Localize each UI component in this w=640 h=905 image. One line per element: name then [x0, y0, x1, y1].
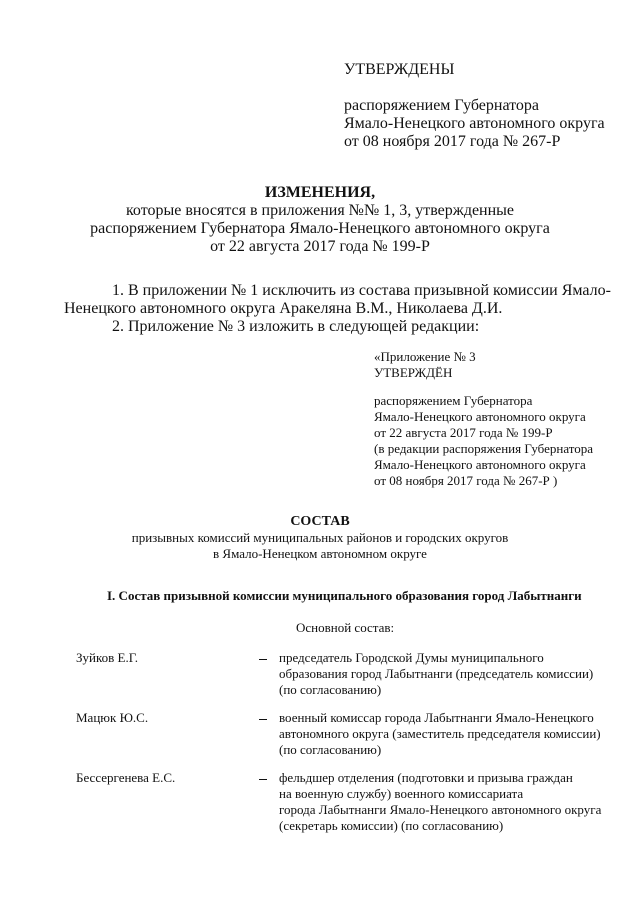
changes-title: ИЗМЕНЕНИЯ,	[264, 184, 376, 201]
member-desc: председатель Городской Думы муниципального	[279, 650, 544, 665]
appendix-line: распоряжением Губернатора	[374, 393, 533, 408]
member-desc: (по согласованию)	[279, 682, 382, 697]
item-1-line-1: 1. В приложении № 1 исключить из состава призывной комиссии Ямало-	[112, 282, 611, 299]
item-2: 2. Приложение № 3 изложить в следующей редакции:	[112, 318, 480, 335]
member-desc: (по согласованию)	[279, 742, 382, 757]
appendix-line: от 22 августа 2017 года № 199-Р	[374, 425, 553, 440]
composition-title: СОСТАВ	[290, 514, 350, 529]
appendix-number: «Приложение № 3	[374, 349, 476, 364]
approval-line: Ямало-Ненецкого автономного округа	[344, 115, 605, 132]
changes-subtitle: от 22 августа 2017 года № 199-Р	[210, 238, 430, 255]
appendix-line: от 08 ноября 2017 года № 267-Р )	[374, 473, 558, 488]
member-desc: фельдшер отделения (подготовки и призыва граждан	[279, 770, 573, 785]
composition-subtitle: призывных комиссий муниципальных районов и городских округов	[131, 530, 509, 545]
approval-line: от 08 ноября 2017 года № 267-Р	[344, 133, 561, 150]
member-desc: (секретарь комиссии) (по согласованию)	[279, 818, 504, 833]
changes-subtitle: которые вносятся в приложения №№ 1, 3, утвержденные	[125, 202, 515, 219]
member-desc: образования город Лабытнанги (председатель комиссии)	[279, 666, 594, 681]
member-desc: на военную службу) военного комиссариата	[279, 786, 524, 801]
dash	[259, 719, 267, 720]
dash	[259, 779, 267, 780]
member-desc: автономного округа (заместитель председателя комиссии)	[279, 726, 601, 741]
member-name: Бессергенева Е.С.	[76, 770, 176, 785]
member-desc: города Лабытнанги Ямало-Ненецкого автономного округа	[279, 802, 602, 817]
dash	[259, 659, 267, 660]
composition-subtitle: в Ямало-Ненецком автономном округе	[213, 546, 427, 561]
main-composition-label: Основной состав:	[296, 620, 395, 635]
appendix-line: Ямало-Ненецкого автономного округа	[374, 457, 586, 472]
item-1-line-2: Ненецкого автономного округа Аракеляна В.М., Николаева Д.И.	[64, 300, 503, 317]
member-name: Зуйков Е.Г.	[76, 650, 139, 665]
section-1-heading: I. Состав призывной комиссии муниципального образования город Лабытнанги	[107, 588, 582, 603]
appendix-approved: УТВЕРЖДЁН	[374, 365, 453, 380]
approval-line: распоряжением Губернатора	[344, 97, 540, 114]
approval-heading: УТВЕРЖДЕНЫ	[344, 61, 455, 78]
member-name: Мацюк Ю.С.	[76, 710, 149, 725]
appendix-line: (в редакции распоряжения Губернатора	[374, 441, 594, 456]
appendix-line: Ямало-Ненецкого автономного округа	[374, 409, 586, 424]
member-desc: военный комиссар города Лабытнанги Ямало-Ненецкого	[279, 710, 594, 725]
changes-subtitle: распоряжением Губернатора Ямало-Ненецкого автономного округа	[90, 220, 550, 237]
